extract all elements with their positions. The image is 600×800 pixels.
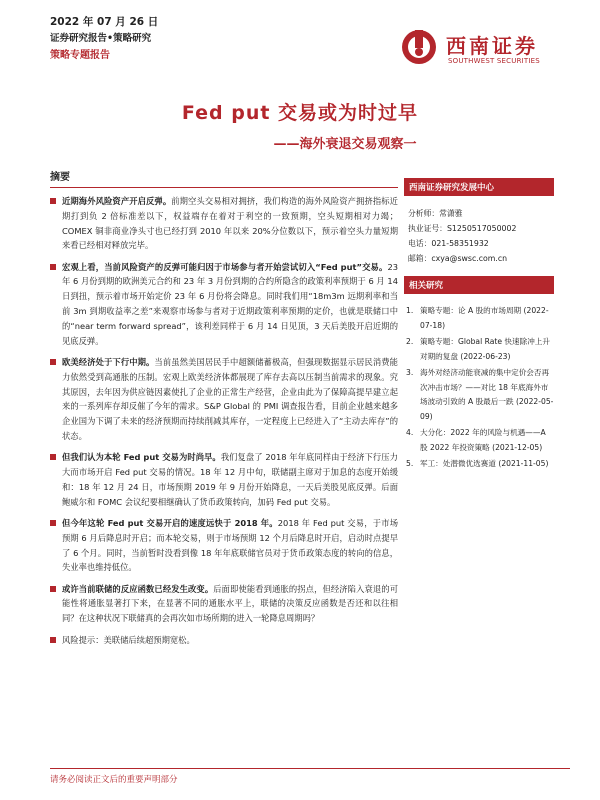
related-title: 大分化：2022 年的风险与机遇——A 股 2022 年投资策略 (2021-12-05) xyxy=(420,428,546,452)
bullet-text: 2018 年 Fed put 交易，于市场预期 6 月后降息时开启；而本轮交易，则于市场预期 12 个月后降息时开启，启动时点提早了 6 个月。同时，当前暂时没看到像 18 年年底联储官员对于货币政策态度的转向的信息，失业率也维持低位。 xyxy=(62,517,399,573)
logo-mark-icon xyxy=(400,28,438,66)
related-title: 海外对经济动能衰减的集中定价会否再次冲击市场？——对比 18 年底海外市场波动引致的 A 股最后一跌 (2022-05-09) xyxy=(420,368,554,421)
sidebar xyxy=(404,178,554,474)
abstract-label: 摘要 xyxy=(50,168,398,188)
bullet-text: 23 年 6 月份到期的欧洲美元合约和 23 年 3 月份到期的合约所隐含的政策利率预期于 6 月 14 日到扭，预示着市场开始定价 23 年 6 月份将会降息。同时我们用“18m3m 远期利率和当前 3m 到期收益率之差”来观察市场参与者对于近期政策利率预期的定价，也就是联储口中的“near term forward spread”，该利差同样于 6 月 14 日见顶，3 天后美股开启近期的见底反弹。 xyxy=(62,261,398,346)
sidebar-header: 西南证券研究发展中心 xyxy=(404,178,554,196)
related-list xyxy=(404,304,554,472)
related-num: 1. xyxy=(406,306,414,315)
related-item[interactable] xyxy=(406,335,554,364)
company-logo xyxy=(400,20,570,76)
analyst-info xyxy=(404,206,554,266)
title-block xyxy=(0,98,600,152)
related-item[interactable] xyxy=(406,366,554,424)
analyst-license: 执业证号：S1250517050002 xyxy=(408,224,517,233)
abstract-bullet xyxy=(50,260,398,349)
related-num: 4. xyxy=(406,428,414,437)
bullet-text: 我们复盘了 2018 年年底同样由于经济下行压力大而市场开启 Fed put 交易的情况。18 年 12 月中旬，联储副主席对于加息的态度开始缓和：18 年 12 月 24 日，市场预期 2019 年 9 月份开始降息，一天后美股见底反弹。后面鲍威尔和 FOMC 会议纪要相继确认了货币政策转向，加码 Fed put 交易。 xyxy=(62,452,398,507)
related-title: 策略专题：Global Rate 快速除冲上升对期的复盘 (2022-06-23) xyxy=(420,337,550,361)
related-num: 5. xyxy=(406,459,414,468)
related-header: 相关研究 xyxy=(404,276,554,294)
abstract-section xyxy=(50,168,398,654)
related-title: 策略专题：论 A 股的市场周期 (2022-07-18) xyxy=(420,306,549,330)
bullet-text: 前期空头交易相对拥挤，我们构造的海外风险资产拥挤指标近期打到负 2 倍标准差以下，权益端存在着对于利空的一致预期，空头短期相对力竭；COMEX 铜非商业净头寸也已经打到 2010 年以来 20%分位数以下，预示着空头力量短期来看已经相对释放完毕。 xyxy=(62,196,398,251)
bullet-mark-icon xyxy=(50,264,56,270)
report-date: 2022 年 07 月 26 日 xyxy=(50,16,159,28)
related-item[interactable] xyxy=(406,426,554,455)
bullet-lead: 欧美经济处于下行中期。 xyxy=(62,356,155,367)
bullet-lead: 但今年这轮 Fed put 交易开启的速度远快于 2018 年。 xyxy=(62,517,278,528)
logo-name-cn: 西南证券 xyxy=(446,34,538,58)
related-num: 3. xyxy=(406,368,414,377)
bullet-mark-icon xyxy=(50,454,56,460)
bullet-lead: 或许当前联储的反应函数已经发生改变。 xyxy=(62,583,214,594)
bullet-lead: 但我们认为本轮 Fed put 交易为时尚早。 xyxy=(62,452,221,463)
logo-name-en: SOUTHWEST SECURITIES xyxy=(448,57,540,65)
bullet-lead: 近期海外风险资产开启反弹。 xyxy=(62,196,172,206)
abstract-bullet xyxy=(50,450,398,509)
related-num: 2. xyxy=(406,337,414,346)
report-type: 证券研究报告•策略研究 xyxy=(50,33,152,44)
abstract-bullet xyxy=(50,355,398,444)
bullet-mark-icon xyxy=(50,520,56,526)
analyst-phone: 电话：021-58351932 xyxy=(408,239,489,248)
bullet-text: 当前虽然美国居民手中超额储蓄极高，但强现数据显示居民消费能力依然受到高通胀的压制。宏观上欧美经济体都展现了库存去高以压制当前需求的现象。究其原因，去年因为供应链因素使扎了企业的正常生产经营，企业由此为了保障高提早建立起来的一系列库存却反催了今年的需求。S&P Global 的 PMI 调查报告看，目前企业越来越多企业国为下调了未来的经济预期而持续削减其库存，一定程度上已经进入了“主动去库存”的状态。 xyxy=(62,356,398,441)
related-title: 军工：处潜微优选赛道 (2021-11-05) xyxy=(420,459,549,468)
abstract-bullets xyxy=(50,194,398,647)
analyst-name: 分析师：常潇雅 xyxy=(408,209,463,218)
footer-divider xyxy=(50,768,570,769)
abstract-bullet xyxy=(50,194,398,253)
related-item[interactable] xyxy=(406,304,554,333)
analyst-email[interactable]: 邮箱：cxya@swsc.com.cn xyxy=(408,254,508,263)
bullet-mark-icon xyxy=(50,637,56,643)
report-header xyxy=(50,14,570,84)
bullet-lead: 宏观上看，当前风险资产的反弹可能归因于市场参与者开始尝试切入“Fed put”交易。 xyxy=(62,261,388,272)
abstract-bullet xyxy=(50,582,398,626)
bullet-text: 后面即使能看到通胀的拐点，但经济陷入衰退的可能性将通胀显著打下来，在显著不同的通胀水平上，联储的决策反应函数是否还和以往相同？在这种状况下联储真的会再次如市场所期的进入一轮降息周期吗？ xyxy=(62,583,398,624)
bullet-mark-icon xyxy=(50,586,56,592)
bullet-mark-icon xyxy=(50,198,56,204)
abstract-bullet xyxy=(50,516,398,575)
footer-disclaimer: 请务必阅读正文后的重要声明部分 xyxy=(50,775,178,785)
bullet-text: 风险提示：美联储后续超预期宽松。 xyxy=(62,634,195,645)
related-item[interactable] xyxy=(406,457,554,472)
risk-note xyxy=(50,633,398,648)
report-title: Fed put 交易或为时过早 xyxy=(181,102,419,124)
report-subtitle: ——海外衰退交易观察一 xyxy=(273,137,417,152)
bullet-mark-icon xyxy=(50,359,56,365)
report-category: 策略专题报告 xyxy=(50,50,110,61)
